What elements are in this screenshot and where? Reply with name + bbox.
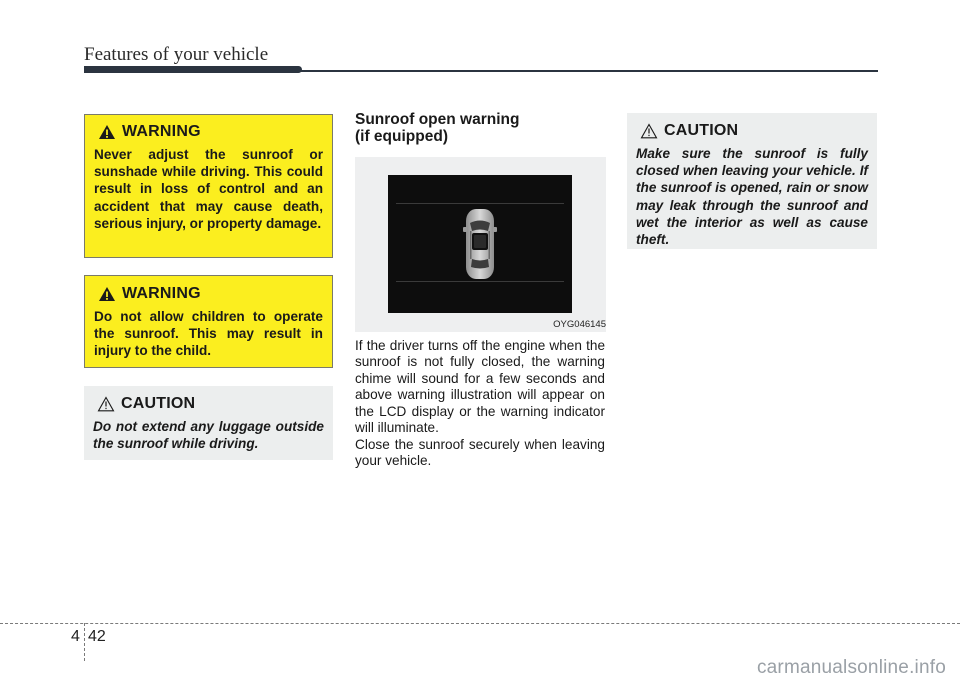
header-bar xyxy=(84,66,302,73)
car-sunroof-open-icon xyxy=(460,207,500,281)
caution-header xyxy=(640,122,868,140)
caution-heading: CAUTION xyxy=(121,395,196,412)
warning-box-sunroof-adjust xyxy=(84,114,333,258)
body-paragraph: Close the sunroof securely when leaving your vehicle. xyxy=(355,437,605,469)
caution-text: Do not extend any luggage outside the sunroof while driving. xyxy=(93,419,324,452)
warning-text: Never adjust the sunroof or sunshade while driving. This could result in loss of control and an accident that may cause death, serious injury, or property damage. xyxy=(94,147,323,231)
lcd-divider xyxy=(396,203,564,204)
warning-triangle-icon xyxy=(98,286,116,302)
warning-header xyxy=(98,123,323,141)
warning-triangle-icon xyxy=(98,124,116,140)
lcd-illustration-figure xyxy=(355,157,606,332)
footer-rule xyxy=(0,623,960,624)
lcd-display xyxy=(388,175,572,313)
caution-heading: CAUTION xyxy=(664,122,739,139)
warning-heading: WARNING xyxy=(122,123,201,140)
footer-separator xyxy=(84,623,85,661)
warning-header xyxy=(98,285,323,303)
caution-box-closed-sunroof xyxy=(627,113,877,249)
caution-text: Make sure the sunroof is fully closed when leaving your vehicle. If the sunroof is opened, rain or snow may leak through the sunroof and wet the interior as well as cause theft. xyxy=(636,146,868,248)
page-number: 42 xyxy=(88,628,106,645)
warning-heading: WARNING xyxy=(122,285,201,302)
caution-triangle-icon xyxy=(640,123,658,139)
chapter-number: 4 xyxy=(71,628,80,645)
caution-header xyxy=(97,395,324,413)
header-rule xyxy=(300,70,878,72)
lcd-divider xyxy=(396,281,564,282)
caution-triangle-icon xyxy=(97,396,115,412)
body-paragraph: If the driver turns off the engine when the sunroof is not fully closed, the warning chime will sound for a few seconds and above warning illustration will appear on the LCD display or the warning indicator will illuminate. xyxy=(355,338,605,436)
watermark: carmanualsonline.info xyxy=(756,657,946,678)
figure-code: OYG046145 xyxy=(553,319,606,330)
caution-box-luggage xyxy=(84,386,333,460)
warning-text: Do not allow children to operate the sunroof. This may result in injury to the child. xyxy=(94,309,323,359)
page-header-title: Features of your vehicle xyxy=(84,44,269,65)
section-heading: Sunroof open warning (if equipped) xyxy=(355,111,520,145)
warning-box-children xyxy=(84,275,333,368)
